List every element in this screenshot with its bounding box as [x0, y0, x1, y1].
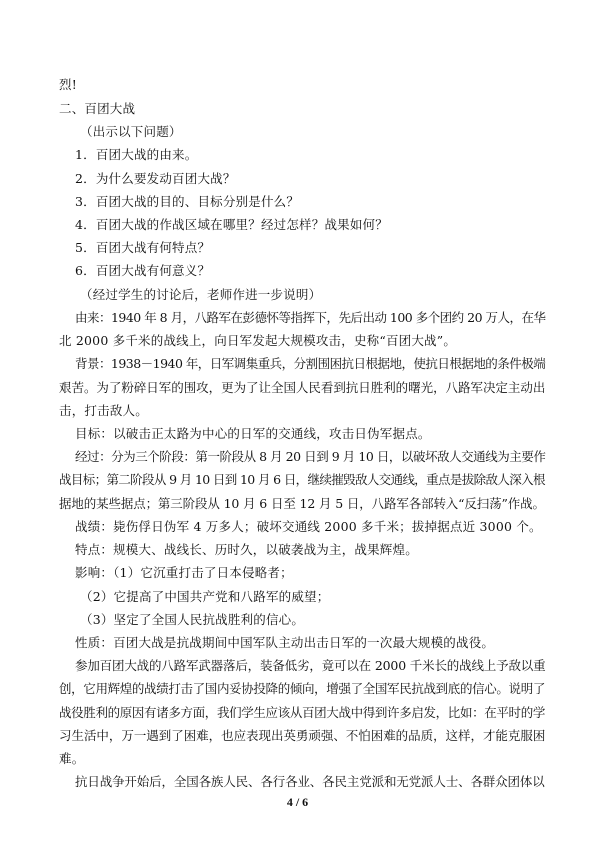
- paragraph-line: 北 2000 多千米的战线上，向日军发起大规模攻击，史称“百团大战”。: [59, 333, 457, 348]
- question-item: 2．为什么要发动百团大战？: [75, 171, 236, 186]
- paragraph-line: 创，它用辉煌的战绩打击了国内妥协投降的倾向，增强了全国军民抗战到底的信心。说明了: [59, 681, 546, 696]
- paragraph-line: 影响：（1）它沉重打击了日本侵略者；: [75, 565, 293, 580]
- paragraph-line: 由来：1940 年 8 月，八路军在彭德怀等指挥下，先后出动 100 多个团约 20 万人，在华: [75, 310, 546, 325]
- paragraph-line: 目标：以破击正太路为中心的日军的交通线，攻击日伪军据点。: [75, 426, 431, 441]
- paragraph-line: 性质：百团大战是抗战期间中国军队主动出击日军的一次最大规模的战役。: [75, 635, 495, 650]
- paragraph-line: 难。: [59, 751, 85, 766]
- paragraph-line: 战目标；第二阶段从 9 月 10 日到 10 月 6 日，继续摧毁敌人交通线，重点是拔除敌人深入根: [59, 472, 545, 487]
- paragraph-line: 据地的某些据点；第三阶段从 10 月 6 日至 12 月 5 日，八路军各部转入“反扫荡”作战。: [59, 496, 545, 511]
- paragraph-line: （3）坚定了全国人民抗战胜利的信心。: [80, 612, 305, 627]
- question-item: 1．百团大战的由来。: [75, 147, 198, 162]
- paragraph-line: （2）它提高了中国共产党和八路军的威望；: [80, 589, 330, 604]
- section-heading: 二、百团大战: [59, 101, 136, 116]
- text-line: （经过学生的讨论后，老师作进一步说明）: [80, 287, 322, 302]
- question-item: 5．百团大战有何特点？: [75, 240, 211, 255]
- paragraph-line: 习生活中，万一遇到了困难，也应表现出英勇顽强、不怕困难的品质，这样，才能克服困: [59, 728, 546, 743]
- text-line: （出示以下问题）: [80, 124, 182, 139]
- paragraph-line: 抗日战争开始后，全国各族人民、各行各业、各民主党派和无党派人士、各群众团体以: [75, 774, 545, 789]
- paragraph-line: 战绩：毙伤俘日伪军 4 万多人；破坏交通线 2000 多千米；拔掉据点近 3000 个。: [75, 519, 542, 534]
- paragraph-line: 特点：规模大、战线长、历时久，以破袭战为主，战果辉煌。: [75, 542, 418, 557]
- paragraph-line: 参加百团大战的八路军武器落后，装备低劣，竟可以在 2000 千米长的战线上予敌以重: [75, 658, 546, 673]
- question-item: 4．百团大战的作战区域在哪里？经过怎样？战果如何？: [75, 217, 388, 232]
- paragraph-line: 战役胜利的原因有诸多方面，我们学生应该从百团大战中得到许多启发，比如：在平时的学: [59, 705, 546, 720]
- question-item: 6．百团大战有何意义？: [75, 263, 211, 278]
- page-number: 4 / 6: [286, 795, 309, 809]
- question-item: 3．百团大战的目的、目标分别是什么？: [75, 194, 300, 209]
- paragraph-line: 艰苦。为了粉碎日军的围攻，更为了让全国人民看到抗日胜利的曙光，八路军决定主动出: [59, 380, 546, 395]
- text-line: 烈!: [59, 77, 77, 92]
- paragraph-line: 经过：分为三个阶段：第一阶段从 8 月 20 日到 9 月 10 日，以破坏敌人交通线为主要作: [75, 449, 546, 464]
- paragraph-line: 背景：1938－1940 年，日军调集重兵，分割围困抗日根据地，使抗日根据地的条件极端: [75, 356, 546, 371]
- paragraph-line: 击，打击敌人。: [59, 403, 148, 418]
